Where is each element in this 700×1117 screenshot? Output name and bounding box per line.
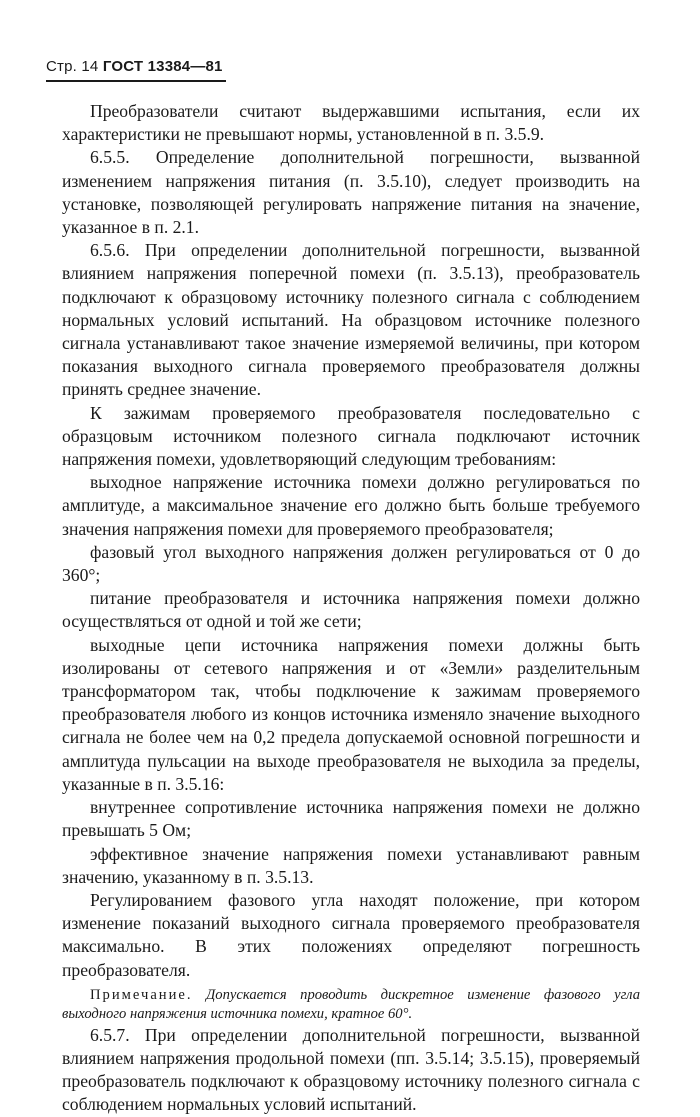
requirement-item: фазовый угол выходного напряжения должен регулироваться от 0 до 360°; (62, 541, 640, 586)
header-rule (46, 80, 226, 82)
note (62, 986, 640, 1024)
page-number-label: Стр. 14 (46, 58, 99, 75)
note-text: Допускается проводить дискретное изменение фазового угла выходного напряжения источника помехи, кратное 60°. (62, 986, 640, 1022)
paragraph: Преобразователи считают выдержавшими испытания, если их характеристики не превышают нормы, установленной в п. 3.5.9. (62, 101, 640, 145)
requirement-item: выходное напряжение источника помехи должно регулироваться по амплитуде, а максимальное значение его должно быть больше требуемого значения напряжения помехи для проверяемого преобразователя; (62, 472, 640, 539)
paragraph: Регулированием фазового угла находят положение, при котором изменение показаний выходного сигнала проверяемого преобразователя максимально. В этих положениях определяют погрешность преобразователя. (62, 889, 640, 980)
requirement-item: эффективное значение напряжения помехи устанавливают равным значению, указанному в п. 3.5.13. (62, 843, 640, 887)
page-header (46, 58, 223, 75)
requirement-item: питание преобразователя и источника напряжения помехи должно осуществляться от одной и той же сети; (62, 588, 640, 632)
note-label: Примечание. (90, 986, 193, 1003)
standard-designation: ГОСТ 13384—81 (102, 58, 223, 75)
requirement-item: выходные цепи источника напряжения помехи должны быть изолированы от сетевого напряжения и от «Земли» разделительным трансформатором так, чтобы подключение к зажимам проверяемого преобразователя любого из концов источника изменяло значение выходного сигнала не более чем на 0,2 предела допускаемой основной погрешности и амплитуда пульсации на выходе преобразователя не выходила за пределы, указанные в п. 3.5.16: (62, 634, 640, 794)
body-text (62, 100, 640, 1117)
paragraph: 6.5.7. При определении дополнительной погрешности, вызванной влиянием напряжения продольной помехи (пп. 3.5.14; 3.5.15), проверяемый преобразователь подключают к образцовому источнику полезного сигнала с соблюдением нормальных условий испытаний. (62, 1024, 640, 1115)
paragraph: 6.5.6. При определении дополнительной погрешности, вызванной влиянием напряжения поперечной помехи (п. 3.5.13), преобразователь подключают к образцовому источнику полезного сигнала с соблюдением нормальных условий испытаний. На образцовом источнике полезного сигнала устанавливают такое значение измеряемой величины, при котором показания выходного сигнала проверяемого преобразователя должны принять среднее значение. (62, 240, 640, 400)
paragraph: 6.5.5. Определение дополнительной погрешности, вызванной изменением напряжения питания (п. 3.5.10), следует производить на установке, позволяющей регулировать напряжение питания на значение, указанное в п. 2.1. (62, 147, 640, 238)
paragraph: К зажимам проверяемого преобразователя последовательно с образцовым источником полезного сигнала подключают источник напряжения помехи, удовлетворяющий следующим требованиям: (62, 402, 640, 470)
requirement-item: внутреннее сопротивление источника напряжения помехи не должно превышать 5 Ом; (62, 797, 640, 841)
